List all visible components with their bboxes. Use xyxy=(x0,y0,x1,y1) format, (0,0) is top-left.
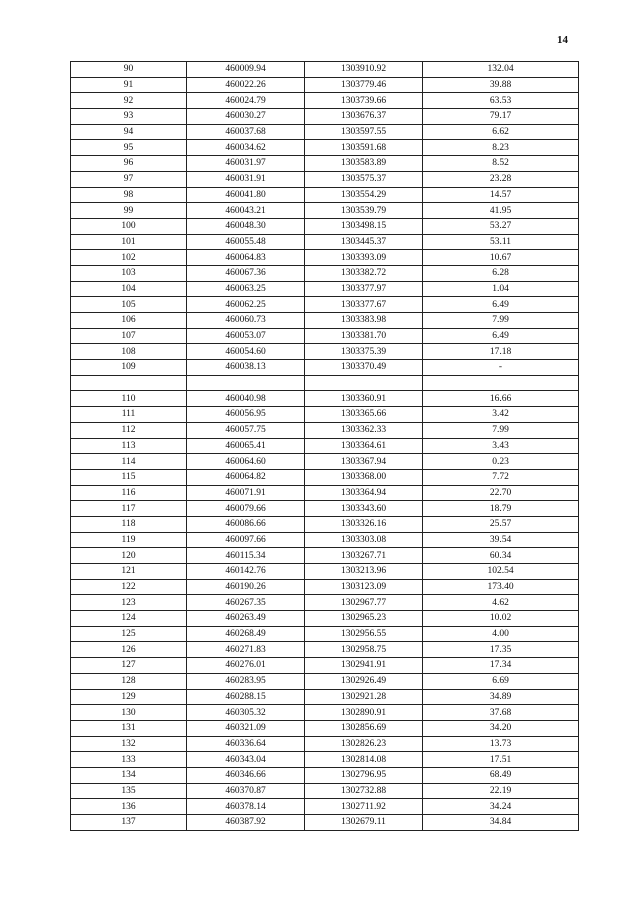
table-row xyxy=(71,642,579,658)
distance-cell: 102.54 xyxy=(423,564,579,580)
x-coordinate-cell: 460063.25 xyxy=(187,281,305,297)
x-coordinate-cell: 460031.97 xyxy=(187,156,305,172)
table-row xyxy=(71,783,579,799)
y-coordinate-cell: 1302796.95 xyxy=(305,767,423,783)
point-number-cell: 128 xyxy=(71,673,187,689)
point-number-cell: 111 xyxy=(71,407,187,423)
table-row xyxy=(71,469,579,485)
distance-cell: 10.67 xyxy=(423,250,579,266)
y-coordinate-cell: 1303364.94 xyxy=(305,485,423,501)
distance-cell: 6.69 xyxy=(423,673,579,689)
distance-cell: 25.57 xyxy=(423,516,579,532)
point-number-cell: 91 xyxy=(71,77,187,93)
distance-cell: 13.73 xyxy=(423,736,579,752)
x-coordinate-cell: 460276.01 xyxy=(187,658,305,674)
table-row xyxy=(71,705,579,721)
y-coordinate-cell: 1302732.88 xyxy=(305,783,423,799)
point-number-cell: 117 xyxy=(71,501,187,517)
y-coordinate-cell: 1302679.11 xyxy=(305,815,423,831)
x-coordinate-cell: 460343.04 xyxy=(187,752,305,768)
point-number-cell: 136 xyxy=(71,799,187,815)
point-number-cell: 118 xyxy=(71,516,187,532)
distance-cell: 34.24 xyxy=(423,799,579,815)
distance-cell: 53.11 xyxy=(423,234,579,250)
table-row xyxy=(71,187,579,203)
distance-cell: 17.34 xyxy=(423,658,579,674)
table-row xyxy=(71,171,579,187)
x-coordinate-cell: 460086.66 xyxy=(187,516,305,532)
point-number-cell: 97 xyxy=(71,171,187,187)
y-coordinate-cell: 1303365.66 xyxy=(305,407,423,423)
distance-cell: 22.70 xyxy=(423,485,579,501)
distance-cell: 1.04 xyxy=(423,281,579,297)
x-coordinate-cell xyxy=(187,375,305,391)
y-coordinate-cell: 1303375.39 xyxy=(305,344,423,360)
distance-cell: 3.42 xyxy=(423,407,579,423)
coordinates-table xyxy=(70,61,579,831)
y-coordinate-cell: 1303381.70 xyxy=(305,328,423,344)
table-row xyxy=(71,815,579,831)
table-row xyxy=(71,752,579,768)
table-row xyxy=(71,297,579,313)
point-number-cell: 124 xyxy=(71,611,187,627)
y-coordinate-cell: 1303360.91 xyxy=(305,391,423,407)
point-number-cell: 122 xyxy=(71,579,187,595)
point-number-cell: 95 xyxy=(71,140,187,156)
y-coordinate-cell: 1303213.96 xyxy=(305,564,423,580)
table-row xyxy=(71,375,579,391)
y-coordinate-cell: 1303382.72 xyxy=(305,265,423,281)
table-row xyxy=(71,328,579,344)
distance-cell: 173.40 xyxy=(423,579,579,595)
point-number-cell: 121 xyxy=(71,564,187,580)
point-number-cell: 132 xyxy=(71,736,187,752)
point-number-cell: 90 xyxy=(71,62,187,78)
point-number-cell: 107 xyxy=(71,328,187,344)
x-coordinate-cell: 460370.87 xyxy=(187,783,305,799)
distance-cell: 37.68 xyxy=(423,705,579,721)
y-coordinate-cell: 1302965.23 xyxy=(305,611,423,627)
point-number-cell: 101 xyxy=(71,234,187,250)
point-number-cell: 96 xyxy=(71,156,187,172)
y-coordinate-cell: 1303377.97 xyxy=(305,281,423,297)
x-coordinate-cell: 460009.94 xyxy=(187,62,305,78)
y-coordinate-cell: 1302956.55 xyxy=(305,626,423,642)
x-coordinate-cell: 460038.13 xyxy=(187,360,305,376)
table-row xyxy=(71,124,579,140)
point-number-cell: 102 xyxy=(71,250,187,266)
x-coordinate-cell: 460064.60 xyxy=(187,454,305,470)
y-coordinate-cell: 1302958.75 xyxy=(305,642,423,658)
table-row xyxy=(71,454,579,470)
x-coordinate-cell: 460037.68 xyxy=(187,124,305,140)
distance-cell: 18.79 xyxy=(423,501,579,517)
table-row xyxy=(71,799,579,815)
table-row xyxy=(71,736,579,752)
distance-cell: 79.17 xyxy=(423,109,579,125)
x-coordinate-cell: 460263.49 xyxy=(187,611,305,627)
point-number-cell: 126 xyxy=(71,642,187,658)
table-row xyxy=(71,407,579,423)
distance-cell: 0.23 xyxy=(423,454,579,470)
table-row xyxy=(71,313,579,329)
distance-cell: 6.49 xyxy=(423,297,579,313)
point-number-cell: 129 xyxy=(71,689,187,705)
table-row xyxy=(71,595,579,611)
y-coordinate-cell: 1303498.15 xyxy=(305,218,423,234)
x-coordinate-cell: 460346.66 xyxy=(187,767,305,783)
x-coordinate-cell: 460054.60 xyxy=(187,344,305,360)
distance-cell: 3.43 xyxy=(423,438,579,454)
distance-cell: 6.49 xyxy=(423,328,579,344)
y-coordinate-cell: 1303445.37 xyxy=(305,234,423,250)
distance-cell: 4.62 xyxy=(423,595,579,611)
y-coordinate-cell: 1303303.08 xyxy=(305,532,423,548)
x-coordinate-cell: 460067.36 xyxy=(187,265,305,281)
y-coordinate-cell: 1303575.37 xyxy=(305,171,423,187)
x-coordinate-cell: 460288.15 xyxy=(187,689,305,705)
x-coordinate-cell: 460283.95 xyxy=(187,673,305,689)
distance-cell: 63.53 xyxy=(423,93,579,109)
table-row xyxy=(71,626,579,642)
distance-cell: 41.95 xyxy=(423,203,579,219)
x-coordinate-cell: 460056.95 xyxy=(187,407,305,423)
y-coordinate-cell: 1302711.92 xyxy=(305,799,423,815)
table-row xyxy=(71,360,579,376)
y-coordinate-cell xyxy=(305,375,423,391)
table-row xyxy=(71,516,579,532)
x-coordinate-cell: 460031.91 xyxy=(187,171,305,187)
table-row xyxy=(71,391,579,407)
y-coordinate-cell: 1302926.49 xyxy=(305,673,423,689)
distance-cell: 17.18 xyxy=(423,344,579,360)
y-coordinate-cell: 1303123.09 xyxy=(305,579,423,595)
x-coordinate-cell: 460079.66 xyxy=(187,501,305,517)
distance-cell: 7.99 xyxy=(423,422,579,438)
point-number-cell: 115 xyxy=(71,469,187,485)
distance-cell: 7.72 xyxy=(423,469,579,485)
table-row xyxy=(71,109,579,125)
x-coordinate-cell: 460071.91 xyxy=(187,485,305,501)
point-number-cell: 114 xyxy=(71,454,187,470)
y-coordinate-cell: 1302967.77 xyxy=(305,595,423,611)
y-coordinate-cell: 1302921.28 xyxy=(305,689,423,705)
x-coordinate-cell: 460024.79 xyxy=(187,93,305,109)
table-row xyxy=(71,422,579,438)
point-number-cell: 135 xyxy=(71,783,187,799)
y-coordinate-cell: 1303739.66 xyxy=(305,93,423,109)
table-row xyxy=(71,344,579,360)
distance-cell: 68.49 xyxy=(423,767,579,783)
point-number-cell: 92 xyxy=(71,93,187,109)
y-coordinate-cell: 1303370.49 xyxy=(305,360,423,376)
distance-cell: 17.51 xyxy=(423,752,579,768)
y-coordinate-cell: 1303393.09 xyxy=(305,250,423,266)
table-row xyxy=(71,485,579,501)
distance-cell: 39.54 xyxy=(423,532,579,548)
y-coordinate-cell: 1303343.60 xyxy=(305,501,423,517)
point-number-cell: 113 xyxy=(71,438,187,454)
y-coordinate-cell: 1303779.46 xyxy=(305,77,423,93)
table-row xyxy=(71,218,579,234)
point-number-cell: 98 xyxy=(71,187,187,203)
x-coordinate-cell: 460321.09 xyxy=(187,720,305,736)
point-number-cell xyxy=(71,375,187,391)
y-coordinate-cell: 1303364.61 xyxy=(305,438,423,454)
distance-cell: 10.02 xyxy=(423,611,579,627)
y-coordinate-cell: 1302826.23 xyxy=(305,736,423,752)
table-row xyxy=(71,532,579,548)
distance-cell: 23.28 xyxy=(423,171,579,187)
x-coordinate-cell: 460030.27 xyxy=(187,109,305,125)
x-coordinate-cell: 460378.14 xyxy=(187,799,305,815)
table-row xyxy=(71,281,579,297)
distance-cell: 4.00 xyxy=(423,626,579,642)
distance-cell: 60.34 xyxy=(423,548,579,564)
point-number-cell: 125 xyxy=(71,626,187,642)
x-coordinate-cell: 460064.83 xyxy=(187,250,305,266)
y-coordinate-cell: 1302941.91 xyxy=(305,658,423,674)
x-coordinate-cell: 460034.62 xyxy=(187,140,305,156)
x-coordinate-cell: 460022.26 xyxy=(187,77,305,93)
x-coordinate-cell: 460336.64 xyxy=(187,736,305,752)
point-number-cell: 100 xyxy=(71,218,187,234)
table-row xyxy=(71,156,579,172)
point-number-cell: 110 xyxy=(71,391,187,407)
y-coordinate-cell: 1303377.67 xyxy=(305,297,423,313)
distance-cell: 6.28 xyxy=(423,265,579,281)
y-coordinate-cell: 1303676.37 xyxy=(305,109,423,125)
x-coordinate-cell: 460060.73 xyxy=(187,313,305,329)
point-number-cell: 105 xyxy=(71,297,187,313)
point-number-cell: 93 xyxy=(71,109,187,125)
point-number-cell: 116 xyxy=(71,485,187,501)
point-number-cell: 134 xyxy=(71,767,187,783)
y-coordinate-cell: 1303591.68 xyxy=(305,140,423,156)
y-coordinate-cell: 1302814.08 xyxy=(305,752,423,768)
y-coordinate-cell: 1303267.71 xyxy=(305,548,423,564)
x-coordinate-cell: 460268.49 xyxy=(187,626,305,642)
table-row xyxy=(71,611,579,627)
x-coordinate-cell: 460053.07 xyxy=(187,328,305,344)
x-coordinate-cell: 460387.92 xyxy=(187,815,305,831)
table-row xyxy=(71,673,579,689)
point-number-cell: 109 xyxy=(71,360,187,376)
table-row xyxy=(71,438,579,454)
y-coordinate-cell: 1303383.98 xyxy=(305,313,423,329)
distance-cell: 7.99 xyxy=(423,313,579,329)
distance-cell: 53.27 xyxy=(423,218,579,234)
x-coordinate-cell: 460048.30 xyxy=(187,218,305,234)
x-coordinate-cell: 460271.83 xyxy=(187,642,305,658)
distance-cell: 132.04 xyxy=(423,62,579,78)
y-coordinate-cell: 1303367.94 xyxy=(305,454,423,470)
x-coordinate-cell: 460115.34 xyxy=(187,548,305,564)
distance-cell: 8.23 xyxy=(423,140,579,156)
coordinates-table-body xyxy=(71,62,579,831)
point-number-cell: 94 xyxy=(71,124,187,140)
distance-cell: 16.66 xyxy=(423,391,579,407)
y-coordinate-cell: 1303910.92 xyxy=(305,62,423,78)
x-coordinate-cell: 460062.25 xyxy=(187,297,305,313)
distance-cell: 34.84 xyxy=(423,815,579,831)
point-number-cell: 112 xyxy=(71,422,187,438)
table-row xyxy=(71,250,579,266)
x-coordinate-cell: 460097.66 xyxy=(187,532,305,548)
page-number: 14 xyxy=(557,34,568,46)
table-row xyxy=(71,234,579,250)
table-row xyxy=(71,767,579,783)
distance-cell: 22.19 xyxy=(423,783,579,799)
point-number-cell: 120 xyxy=(71,548,187,564)
x-coordinate-cell: 460041.80 xyxy=(187,187,305,203)
y-coordinate-cell: 1303554.29 xyxy=(305,187,423,203)
distance-cell: - xyxy=(423,360,579,376)
table-row xyxy=(71,62,579,78)
distance-cell: 14.57 xyxy=(423,187,579,203)
table-row xyxy=(71,265,579,281)
point-number-cell: 104 xyxy=(71,281,187,297)
table-row xyxy=(71,93,579,109)
distance-cell: 39.88 xyxy=(423,77,579,93)
table-row xyxy=(71,720,579,736)
y-coordinate-cell: 1303539.79 xyxy=(305,203,423,219)
distance-cell: 34.89 xyxy=(423,689,579,705)
point-number-cell: 103 xyxy=(71,265,187,281)
x-coordinate-cell: 460040.98 xyxy=(187,391,305,407)
distance-cell: 6.62 xyxy=(423,124,579,140)
table-row xyxy=(71,501,579,517)
point-number-cell: 106 xyxy=(71,313,187,329)
point-number-cell: 119 xyxy=(71,532,187,548)
point-number-cell: 131 xyxy=(71,720,187,736)
distance-cell: 8.52 xyxy=(423,156,579,172)
table-row xyxy=(71,689,579,705)
y-coordinate-cell: 1303362.33 xyxy=(305,422,423,438)
x-coordinate-cell: 460305.32 xyxy=(187,705,305,721)
x-coordinate-cell: 460142.76 xyxy=(187,564,305,580)
distance-cell: 34.20 xyxy=(423,720,579,736)
distance-cell xyxy=(423,375,579,391)
x-coordinate-cell: 460267.35 xyxy=(187,595,305,611)
table-row xyxy=(71,203,579,219)
table-row xyxy=(71,140,579,156)
x-coordinate-cell: 460190.26 xyxy=(187,579,305,595)
table-row xyxy=(71,77,579,93)
x-coordinate-cell: 460043.21 xyxy=(187,203,305,219)
x-coordinate-cell: 460057.75 xyxy=(187,422,305,438)
table-row xyxy=(71,548,579,564)
y-coordinate-cell: 1302890.91 xyxy=(305,705,423,721)
point-number-cell: 133 xyxy=(71,752,187,768)
x-coordinate-cell: 460064.82 xyxy=(187,469,305,485)
distance-cell: 17.35 xyxy=(423,642,579,658)
y-coordinate-cell: 1302856.69 xyxy=(305,720,423,736)
table-row xyxy=(71,658,579,674)
point-number-cell: 123 xyxy=(71,595,187,611)
x-coordinate-cell: 460055.48 xyxy=(187,234,305,250)
y-coordinate-cell: 1303368.00 xyxy=(305,469,423,485)
point-number-cell: 127 xyxy=(71,658,187,674)
x-coordinate-cell: 460065.41 xyxy=(187,438,305,454)
table-row xyxy=(71,579,579,595)
table-row xyxy=(71,564,579,580)
point-number-cell: 99 xyxy=(71,203,187,219)
y-coordinate-cell: 1303326.16 xyxy=(305,516,423,532)
point-number-cell: 130 xyxy=(71,705,187,721)
y-coordinate-cell: 1303597.55 xyxy=(305,124,423,140)
point-number-cell: 137 xyxy=(71,815,187,831)
y-coordinate-cell: 1303583.89 xyxy=(305,156,423,172)
point-number-cell: 108 xyxy=(71,344,187,360)
